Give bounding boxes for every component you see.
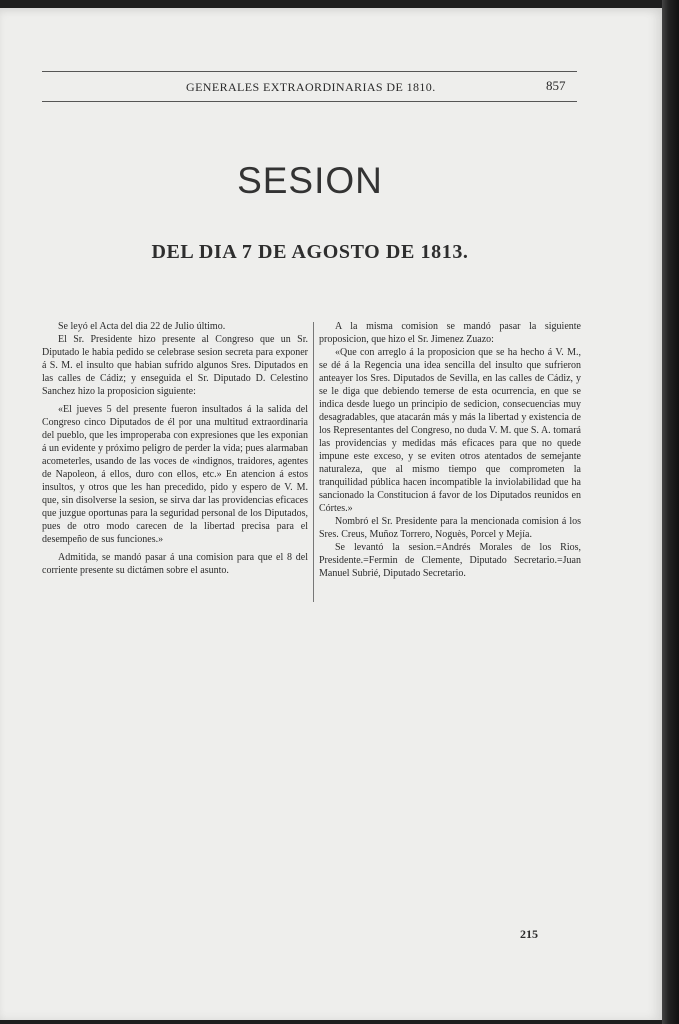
- paragraph: «Que con arreglo á la proposicion que se ha hecho á V. M., se dé á la Regencia una idea sencilla del insulto que sufrieron anteayer los Sres. Diputados de Sevilla, en las calles de Cádiz, y se le diga que debiendo temerse de esta ocurrencia, en que se indica desde luego un principio de sedicion, consecuencias muy desagradables, que atacarán más y más la libertad y existencia de los Representantes del Congreso, no duda V. M. que S. A. tomará las providencias y medidas más eficaces para que no quede impune este exceso, y se eviten otros atentados de semejante naturaleza, que al mismo tiempo que comprometen la tranquilidad pública hacen incompatible la inviolabilidad que ha sancionado la Constitucion á favor de los Diputados reunidos en Córtes.»: [319, 347, 581, 514]
- session-date: DEL DIA 7 DE AGOSTO DE 1813.: [151, 241, 469, 263]
- page-number-bottom: 215: [520, 927, 538, 941]
- header-rule-top: [42, 71, 577, 72]
- column-divider: [313, 322, 314, 602]
- header-rule-bottom: [42, 101, 577, 102]
- paragraph: Se levantó la sesion.=Andrés Morales de los Rios, Presidente.=Fermin de Clemente, Diputado Secretario.=Juan Manuel Subrié, Diputado Secretario.: [319, 542, 581, 579]
- right-column: [319, 320, 581, 580]
- paragraph: Nombró el Sr. Presidente para la mencionada comision á los Sres. Creus, Muñoz Torrero, Noguès, Porcel y Mejía.: [319, 516, 581, 540]
- session-title: SESION: [237, 160, 383, 201]
- paragraph: El Sr. Presidente hizo presente al Congreso que un Sr. Diputado le habia pedido se celebrase sesion secreta para exponer á S. M. el insulto que habian sufrido algunos Sres. Diputados en las calles de Cádiz; y enseguida el Sr. Diputado D. Celestino Sanchez hizo la proposicion siguiente:: [42, 334, 308, 397]
- page-number-top: 857: [546, 78, 566, 93]
- paragraph: Admitida, se mandó pasar á una comision para que el 8 del corriente presente su dictámen sobre el asunto.: [42, 552, 308, 576]
- running-head: GENERALES EXTRAORDINARIAS DE 1810.: [186, 80, 436, 94]
- book-edge: [662, 0, 679, 1024]
- left-column: [42, 320, 308, 577]
- paragraph: A la misma comision se mandó pasar la siguiente proposicion, que hizo el Sr. Jimenez Zuazo:: [319, 321, 581, 345]
- paragraph: «El jueves 5 del presente fueron insultados á la salida del Congreso cinco Diputados de él por una multitud extraordinaria del pueblo, que les improperaba con expresiones que les exponian á un evidente y próximo peligro de perder la vida; pues alarmaban acometerles, usando de las voces de «indignos, traidores, agentes de Napoleon, á ellos, duro con ellos, etc.» En atencion á estos insultos, y otros que les han precedido, pido y espero de V. M. que, sin disolverse la sesion, se sirva dar las providencias eficaces que juzgue oportunas para la seguridad personal de los Diputados, pues de otro modo carecen de la libertad precisa para el desempeño de sus funciones.»: [42, 404, 308, 545]
- paragraph: Se leyó el Acta del dia 22 de Julio último.: [58, 321, 226, 332]
